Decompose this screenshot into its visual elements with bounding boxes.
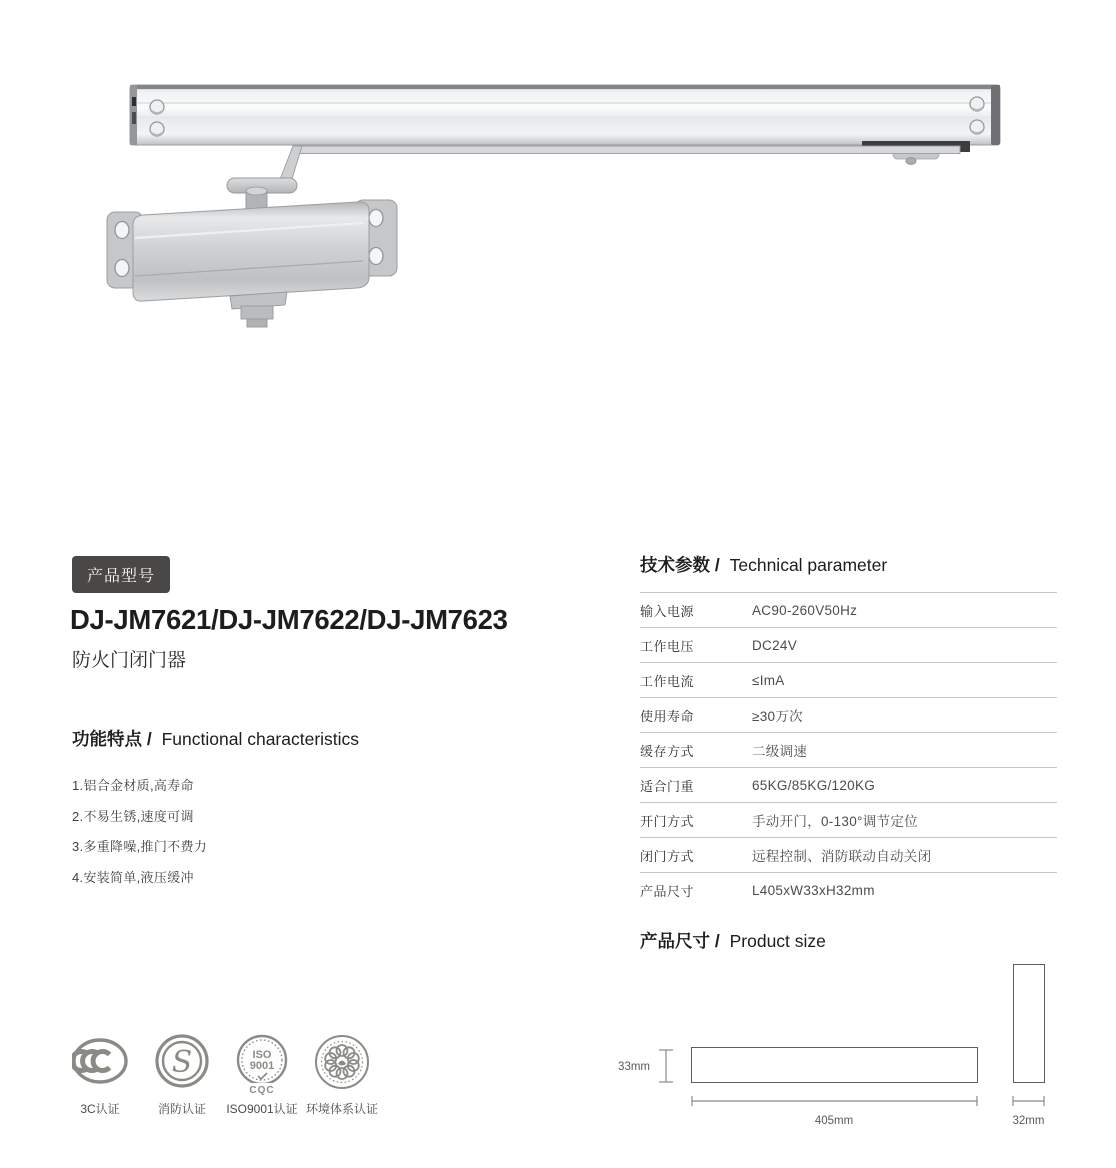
row-value: 65KG/85KG/120KG [752, 777, 876, 793]
row-value: ≤ImA [752, 672, 785, 688]
certification-label: 环境体系认证 [305, 1102, 378, 1116]
product-size-heading-zh: 产品尺寸 / [640, 931, 720, 951]
certification-label: 消防认证 [157, 1102, 206, 1116]
closer-body [107, 200, 397, 327]
row-label: 使用寿命 [640, 708, 695, 724]
width-dimension-label: 32mm [1012, 1115, 1045, 1127]
iso-number-text: 9001 [249, 1060, 275, 1072]
row-label: 适合门重 [640, 778, 695, 794]
tech-params-heading-en: Technical parameter [729, 555, 888, 575]
product-size-heading [640, 928, 826, 953]
table-row [640, 627, 1057, 662]
front-view-outline [692, 1048, 978, 1083]
length-dimension-label: 405mm [814, 1115, 854, 1127]
row-value: 手动开门，0-130°调节定位 [752, 814, 918, 829]
length-dimension-line [692, 1096, 977, 1106]
arm-main-bar [295, 146, 960, 154]
tech-params-heading-zh: 技术参数 / [640, 555, 720, 575]
row-value: AC90-260V50Hz [752, 602, 858, 618]
row-label: 开门方式 [640, 813, 695, 829]
door-closer-product-image [105, 72, 1015, 337]
arm-elbow [279, 146, 302, 182]
slide-rail [130, 85, 1000, 145]
china-environmental-labelling-icon [313, 1034, 371, 1098]
row-value: 远程控制、消防联动自动关闭 [752, 849, 932, 864]
iso-text: ISO [252, 1049, 272, 1061]
tech-params-table [640, 592, 1057, 907]
model-code-title: DJ-JM7621/DJ-JM7622/DJ-JM7623 [70, 604, 508, 635]
certification-label: 3C认证 [80, 1102, 120, 1116]
row-value: ≥30万次 [752, 709, 803, 724]
table-row [640, 662, 1057, 697]
model-badge: 产品型号 [72, 556, 170, 593]
features-list [72, 775, 207, 897]
certification-iso9001 [222, 1034, 302, 1117]
table-row [640, 767, 1057, 802]
row-label: 闭门方式 [640, 848, 695, 864]
row-label: 产品尺寸 [640, 883, 695, 899]
row-label: 工作电压 [640, 638, 695, 654]
height-dimension-line [659, 1050, 673, 1082]
feature-item: 4.安装简单,液压缓冲 [72, 869, 194, 885]
row-label: 工作电流 [640, 673, 695, 689]
feature-item: 3.多重降噪,推门不费力 [72, 839, 208, 854]
table-row [640, 872, 1057, 907]
width-dimension-line [1013, 1096, 1044, 1106]
svg-text:S: S [171, 1045, 193, 1080]
table-row [640, 802, 1057, 837]
row-label: 缓存方式 [640, 743, 695, 759]
certification-environment [302, 1034, 382, 1117]
fire-certification-s-icon [154, 1034, 210, 1098]
certification-3c [60, 1034, 140, 1117]
feature-item: 2.不易生锈,速度可调 [72, 808, 194, 824]
features-heading [72, 726, 359, 751]
closer-cylinder [133, 202, 369, 301]
height-dimension-label: 33mm [618, 1061, 650, 1073]
product-size-diagram [600, 952, 1070, 1137]
product-size-heading-en: Product size [729, 931, 826, 951]
model-name-subtitle: 防火门闭门器 [72, 650, 187, 671]
side-view-outline [1014, 965, 1045, 1083]
tech-params-heading [640, 552, 887, 577]
features-heading-en: Functional characteristics [161, 729, 360, 749]
table-row [640, 697, 1057, 732]
certification-fire [142, 1034, 222, 1117]
row-label: 输入电源 [640, 603, 695, 619]
table-row [640, 732, 1057, 767]
valve-body [241, 306, 273, 319]
table-row [640, 592, 1057, 627]
row-value: L405xW33xH32mm [752, 882, 875, 898]
valve-tip [247, 319, 267, 327]
features-heading-zh: 功能特点 / [72, 729, 152, 749]
row-value: DC24V [752, 637, 798, 653]
feature-item: 1.铝合金材质,高寿命 [72, 778, 194, 793]
table-row [640, 837, 1057, 872]
row-value: 二级调速 [752, 744, 808, 759]
cqc-text: CQC [249, 1085, 275, 1096]
certification-label: ISO9001认证 [226, 1102, 298, 1116]
iso9001-cqc-icon [234, 1034, 290, 1098]
ccc-certification-icon [72, 1034, 128, 1098]
